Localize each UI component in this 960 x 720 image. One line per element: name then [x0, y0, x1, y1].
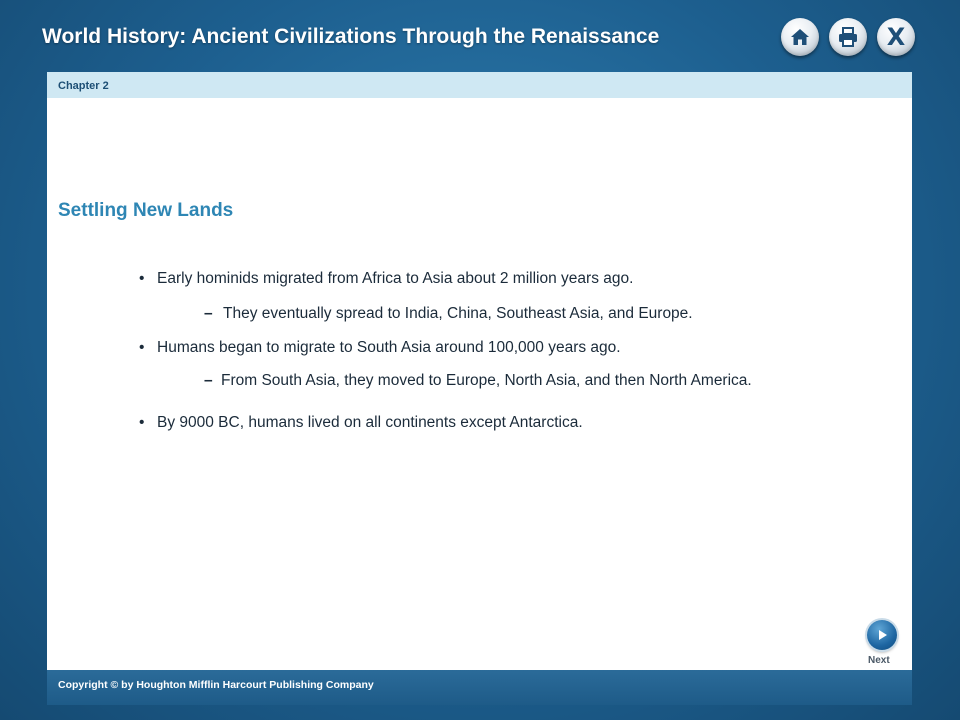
sub-text: From South Asia, they moved to Europe, North Asia, and then North America. — [221, 372, 752, 389]
list-item — [139, 270, 633, 288]
footer-bar — [47, 670, 912, 705]
print-button[interactable] — [829, 18, 867, 56]
bullet-mark: • — [139, 270, 145, 287]
bullet-mark: • — [139, 414, 145, 431]
list-item — [139, 414, 583, 432]
slide-panel — [47, 72, 912, 705]
copyright-text: Copyright © by Houghton Mifflin Harcourt Publishing Company — [58, 679, 374, 691]
home-button[interactable] — [781, 18, 819, 56]
bullet-mark: • — [139, 339, 145, 356]
sub-mark: – — [204, 305, 213, 322]
list-item — [139, 339, 621, 357]
chapter-label: Chapter 2 — [58, 80, 109, 92]
sub-list-item — [204, 305, 693, 323]
bullet-text: By 9000 BC, humans lived on all continents except Antarctica. — [157, 414, 583, 431]
sub-text: They eventually spread to India, China, Southeast Asia, and Europe. — [223, 305, 693, 322]
app-title: World History: Ancient Civilizations Through the Renaissance — [42, 25, 660, 48]
close-icon: X — [886, 23, 906, 51]
next-button[interactable] — [867, 620, 897, 650]
home-icon — [789, 26, 811, 48]
sub-mark: – — [204, 372, 213, 389]
bullet-text: Humans began to migrate to South Asia around 100,000 years ago. — [157, 339, 621, 356]
close-button[interactable] — [877, 18, 915, 56]
printer-icon — [837, 26, 859, 48]
sub-list-item — [204, 372, 752, 390]
bullet-text: Early hominids migrated from Africa to Asia about 2 million years ago. — [157, 270, 634, 287]
section-heading: Settling New Lands — [58, 200, 234, 221]
play-arrow-icon — [875, 628, 889, 642]
chapter-bar — [47, 72, 912, 98]
next-label[interactable]: Next — [868, 655, 890, 666]
